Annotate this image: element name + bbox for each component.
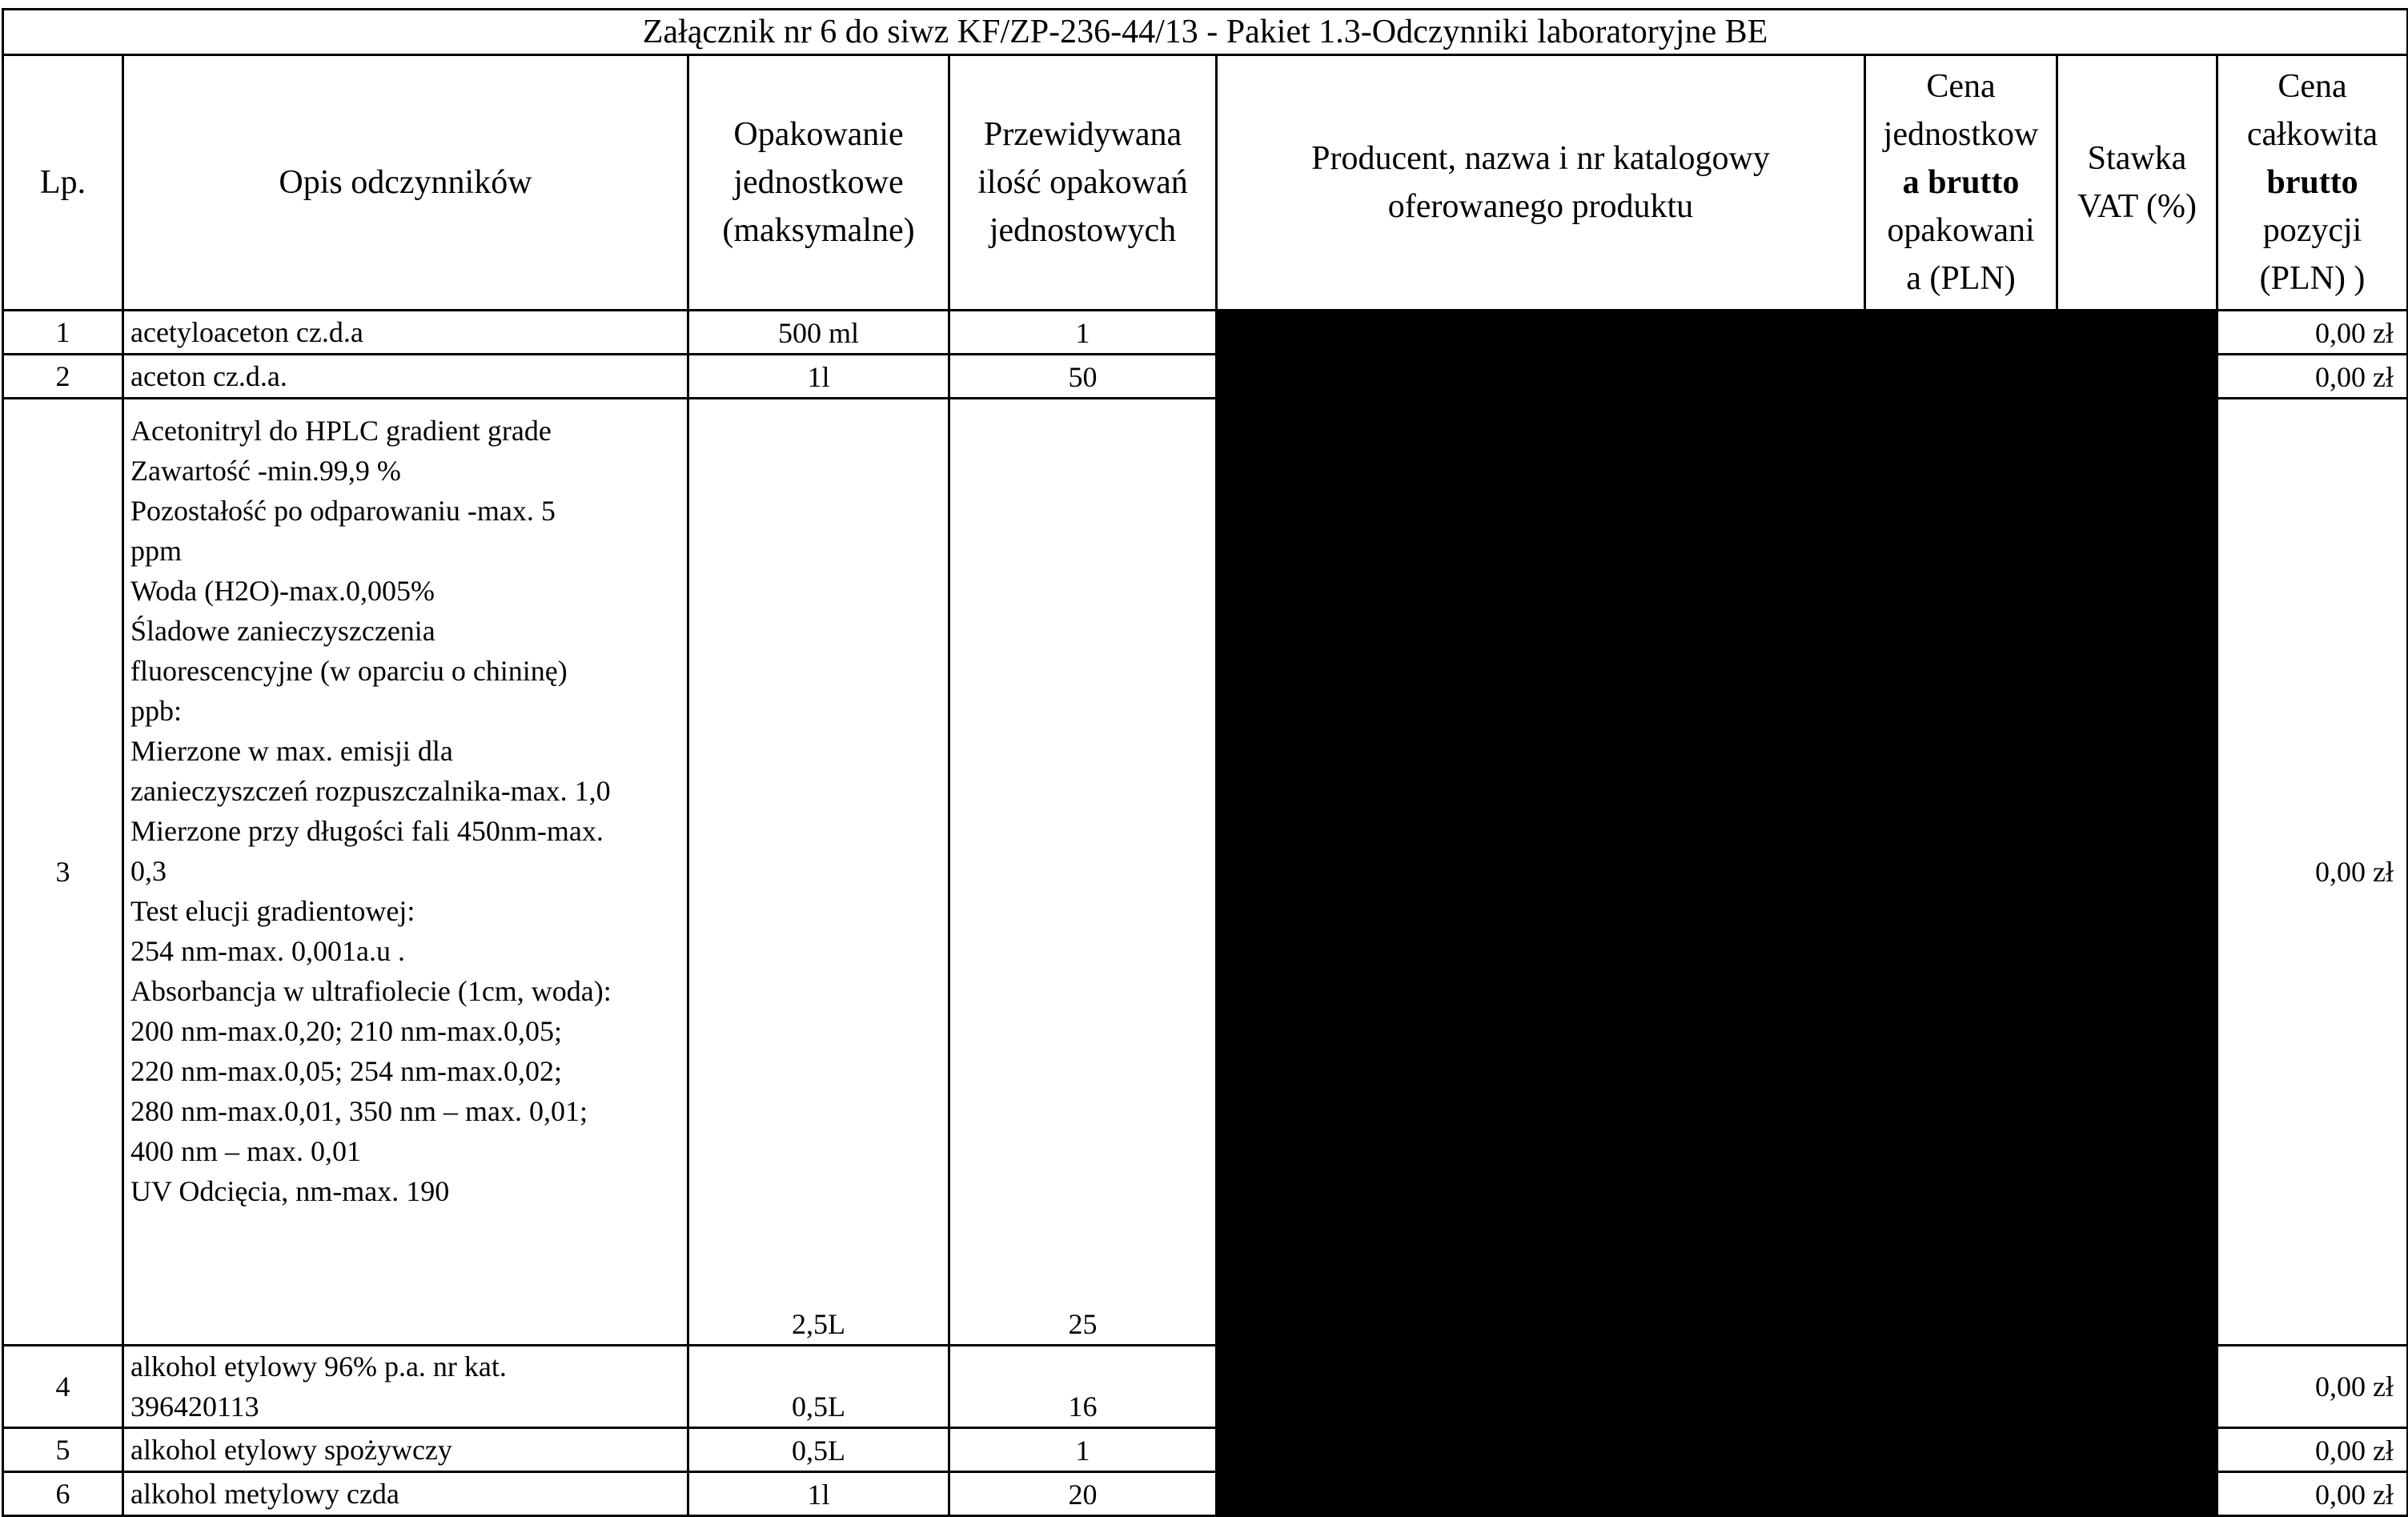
header-vat-line: VAT (%) xyxy=(2077,188,2197,225)
header-opakowanie-line: (maksymalne) xyxy=(722,212,915,249)
cell-vat-blank xyxy=(2057,399,2217,1346)
cell-vat-blank xyxy=(2057,1472,2217,1516)
table-row xyxy=(3,1472,2408,1516)
header-cena-jedn-line: opakowani xyxy=(1887,212,2035,249)
header-row xyxy=(3,55,2408,311)
cell-cena-jedn-blank xyxy=(1865,1346,2057,1428)
cell-lp: 5 xyxy=(3,1428,123,1472)
cell-vat-blank xyxy=(2057,355,2217,399)
cell-cena-jedn-blank xyxy=(1865,355,2057,399)
opis-line: Woda (H2O)-max.0,005% xyxy=(130,575,435,607)
cell-lp: 4 xyxy=(3,1346,123,1428)
header-producent-line: oferowanego produktu xyxy=(1387,188,1694,225)
opis-line: alkohol etylowy 96% p.a. nr kat. xyxy=(130,1350,507,1383)
cell-opakowanie: 500 ml xyxy=(688,311,949,355)
cell-opakowanie: 0,5L xyxy=(688,1428,949,1472)
cell-opakowanie: 0,5L xyxy=(688,1346,949,1428)
opis-line: ppm xyxy=(130,535,183,567)
header-ilosc xyxy=(949,55,1217,311)
header-cena-jedn-line: a (PLN) xyxy=(1906,260,2016,297)
cell-opis xyxy=(123,399,688,1346)
table-row xyxy=(3,311,2408,355)
cell-opakowanie: 2,5L xyxy=(688,399,949,1346)
table-row xyxy=(3,1428,2408,1472)
cell-opis: alkohol metylowy czda xyxy=(123,1472,688,1516)
opis-line: zanieczyszczeń rozpuszczalnika-max. 1,0 xyxy=(130,775,611,807)
cell-producent-blank xyxy=(1217,355,1865,399)
header-cena-calkowita xyxy=(2217,55,2408,311)
header-lp: Lp. xyxy=(3,55,123,311)
header-cena-calk-line: Cena xyxy=(2278,68,2347,105)
cell-opis xyxy=(123,1346,688,1428)
header-cena-calk-line: całkowita xyxy=(2246,116,2378,153)
opis-line: ppb: xyxy=(130,695,183,727)
title-row xyxy=(3,10,2408,55)
cell-producent-blank xyxy=(1217,1472,1865,1516)
cell-lp: 6 xyxy=(3,1472,123,1516)
header-ilosc-line: ilość opakowań xyxy=(977,164,1188,201)
cell-cena-calkowita: 0,00 zł xyxy=(2217,1346,2408,1428)
header-opakowanie xyxy=(688,55,949,311)
cell-ilosc: 25 xyxy=(949,399,1217,1346)
cell-cena-jedn-blank xyxy=(1865,1472,2057,1516)
cell-ilosc: 1 xyxy=(949,1428,1217,1472)
header-producent-line: Producent, nazwa i nr katalogowy xyxy=(1311,140,1770,177)
cell-lp: 2 xyxy=(3,355,123,399)
opis-line: fluorescencyjne (w oparciu o chininę) xyxy=(130,655,568,687)
cell-cena-calkowita: 0,00 zł xyxy=(2217,355,2408,399)
header-cena-jedn-line: jednostkow xyxy=(1883,116,2039,153)
cell-ilosc: 50 xyxy=(949,355,1217,399)
header-cena-jednostkowa xyxy=(1865,55,2057,311)
opis-line: 220 nm-max.0,05; 254 nm-max.0,02; xyxy=(130,1055,562,1087)
cell-opis: aceton cz.d.a. xyxy=(123,355,688,399)
cell-producent-blank xyxy=(1217,1346,1865,1428)
opis-line: Acetonitryl do HPLC gradient grade xyxy=(130,415,552,447)
cell-cena-calkowita: 0,00 zł xyxy=(2217,399,2408,1346)
table-row xyxy=(3,399,2408,1346)
opis-line: Mierzone w max. emisji dla xyxy=(130,735,453,767)
opis-line: 254 nm-max. 0,001a.u . xyxy=(130,935,405,967)
header-cena-jedn-line: Cena xyxy=(1926,68,1996,105)
header-cena-calk-line: (PLN) ) xyxy=(2259,260,2366,297)
cell-cena-calkowita: 0,00 zł xyxy=(2217,1428,2408,1472)
header-opis: Opis odczynników xyxy=(123,55,688,311)
cell-cena-jedn-blank xyxy=(1865,311,2057,355)
opis-line: Mierzone przy długości fali 450nm-max. xyxy=(130,815,604,847)
cell-opakowanie: 1l xyxy=(688,1472,949,1516)
cell-producent-blank xyxy=(1217,399,1865,1346)
table-row xyxy=(3,1346,2408,1428)
opis-line: Śladowe zanieczyszczenia xyxy=(130,615,435,647)
reagents-table xyxy=(2,8,2408,1517)
cell-ilosc: 20 xyxy=(949,1472,1217,1516)
cell-producent-blank xyxy=(1217,1428,1865,1472)
header-cena-calk-line: pozycji xyxy=(2262,212,2362,249)
cell-cena-calkowita: 0,00 zł xyxy=(2217,311,2408,355)
cell-lp: 1 xyxy=(3,311,123,355)
opis-line: Test elucji gradientowej: xyxy=(130,895,415,927)
opis-line: 396420113 xyxy=(130,1391,259,1423)
cell-lp: 3 xyxy=(3,399,123,1346)
opis-line: Pozostałość po odparowaniu -max. 5 xyxy=(130,495,556,527)
cell-vat-blank xyxy=(2057,1346,2217,1428)
cell-producent-blank xyxy=(1217,311,1865,355)
table-row xyxy=(3,355,2408,399)
opis-line: Zawartość -min.99,9 % xyxy=(130,455,401,487)
cell-cena-jedn-blank xyxy=(1865,399,2057,1346)
opis-line: 200 nm-max.0,20; 210 nm-max.0,05; xyxy=(130,1015,562,1047)
header-ilosc-line: jednostowych xyxy=(989,212,1177,249)
header-cena-calk-line: brutto xyxy=(2266,164,2358,201)
cell-ilosc: 16 xyxy=(949,1346,1217,1428)
cell-opis: acetyloaceton cz.d.a xyxy=(123,311,688,355)
cell-vat-blank xyxy=(2057,311,2217,355)
cell-opakowanie: 1l xyxy=(688,355,949,399)
opis-line: UV Odcięcia, nm-max. 190 xyxy=(130,1175,450,1207)
opis-line: Absorbancja w ultrafiolecie (1cm, woda): xyxy=(130,975,612,1007)
header-stawka-vat xyxy=(2057,55,2217,311)
header-ilosc-line: Przewidywana xyxy=(983,116,1182,153)
header-cena-jedn-line: a brutto xyxy=(1902,164,2020,201)
attachment-sheet xyxy=(2,8,2406,1511)
opis-line: 280 nm-max.0,01, 350 nm – max. 0,01; xyxy=(130,1095,588,1127)
document-title: Załącznik nr 6 do siwz KF/ZP-236-44/13 - Pakiet 1.3-Odczynniki laboratoryjne BE xyxy=(3,10,2408,55)
cell-opis: alkohol etylowy spożywczy xyxy=(123,1428,688,1472)
cell-cena-jedn-blank xyxy=(1865,1428,2057,1472)
cell-vat-blank xyxy=(2057,1428,2217,1472)
header-vat-line: Stawka xyxy=(2087,140,2187,177)
cell-ilosc: 1 xyxy=(949,311,1217,355)
cell-cena-calkowita: 0,00 zł xyxy=(2217,1472,2408,1516)
header-opakowanie-line: jednostkowe xyxy=(733,164,904,201)
opis-line: 400 nm – max. 0,01 xyxy=(130,1135,361,1167)
header-producent xyxy=(1217,55,1865,311)
header-opakowanie-line: Opakowanie xyxy=(733,116,904,153)
opis-line: 0,3 xyxy=(130,855,167,887)
